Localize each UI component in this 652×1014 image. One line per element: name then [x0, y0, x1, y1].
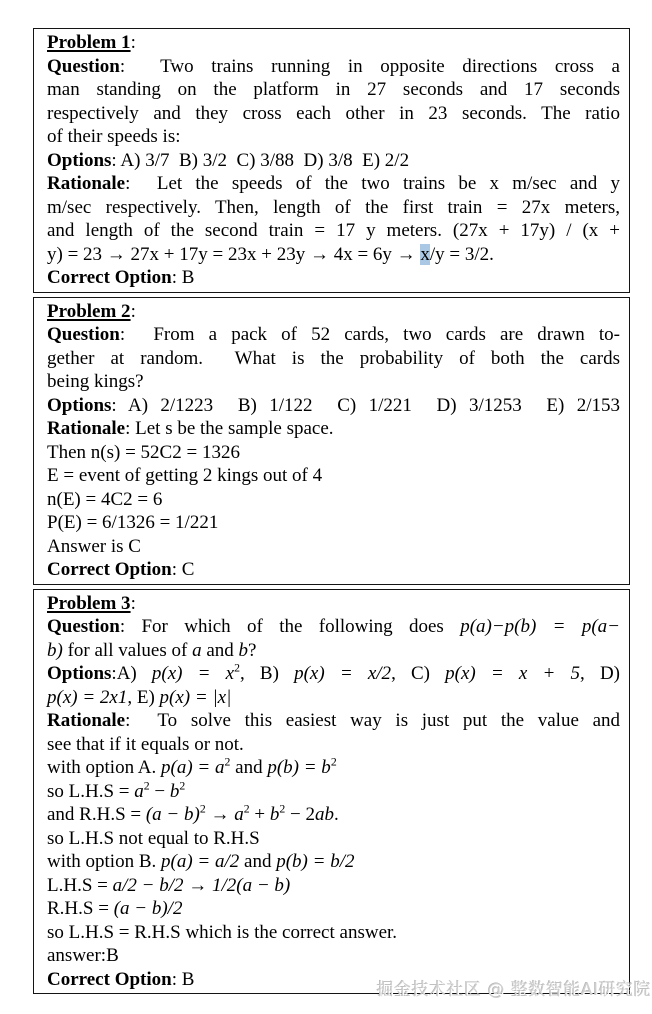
text-line: Question: From a pack of 52 cards, two cards are drawn to-	[47, 324, 620, 345]
text-line: L.H.S = a/2 − b/2 → 1/2(a − b)	[47, 874, 291, 896]
text-line: so L.H.S not equal to R.H.S	[47, 827, 260, 849]
problem-1-box	[33, 28, 630, 293]
text-line: Then n(s) = 52C2 = 1326	[47, 441, 240, 463]
text-line: m/sec respectively. Then, length of the first train = 27x meters,	[47, 196, 620, 218]
text-line: of their speeds is:	[47, 126, 181, 147]
text-line: and $R.H.S = (a - b)^2 \to a^2 + b^2 - 2ab$.	[47, 802, 339, 825]
text-line: with option B. p(a) = a/2 and p(b) = b/2	[47, 851, 355, 872]
text-line: b) for all values of a and b?	[47, 639, 257, 661]
text-line: respectively and they cross each other in 23 seconds. The ratio	[47, 102, 620, 124]
text-line: Answer is C	[47, 535, 141, 557]
watermark: 掘金技术社区 @ 整数智能AI研究院	[376, 980, 651, 1000]
text-line: n(E) = 4C2 = 6	[47, 488, 163, 510]
text-line: Correct Option: B	[47, 968, 195, 990]
text-line: man standing on the platform in 27 seconds and 17 seconds	[47, 79, 620, 100]
problem-3-box	[33, 589, 630, 995]
text-line: being kings?	[47, 371, 144, 392]
problem-2-box	[33, 297, 630, 585]
text-line: Rationale: Let the speeds of the two trains be x m/sec and y	[47, 173, 620, 194]
text-line: Options: A) 3/7 B) 3/2 C) 3/88 D) 3/8 E) 2/2	[47, 149, 410, 171]
text-line: Correct Option: C	[47, 559, 195, 580]
text-line: p(x) = 2x1, E) p(x) = |x|	[47, 686, 232, 708]
text-line: E = event of getting 2 kings out of 4	[47, 465, 323, 486]
text-line: Options:A) $p(x) = x^2$, B) p(x) = x/2, C) p(x) = x + 5, D)	[47, 661, 620, 684]
text-line: with option A. $p(a) = a^2$ and $p(b) = b^2$	[47, 755, 337, 778]
text-line: gether at random. What is the probability of both the cards	[47, 347, 620, 369]
text-line: Problem 3:	[47, 592, 136, 614]
text-line: see that if it equals or not.	[47, 733, 244, 755]
text-line: y) = 23 → 27x + 17y = 23x + 23y → 4x = 6y → x/y = 3/2.	[47, 243, 494, 265]
text-line: answer:B	[47, 945, 119, 966]
text-line: and length of the second train = 17 y meters. (27x + 17y) / (x +	[47, 220, 620, 241]
text-line: Options: A) 2/1223 B) 1/122 C) 1/221 D) 3/1253 E) 2/153	[47, 394, 620, 416]
text-line: Rationale: To solve this easiest way is just put the value and	[47, 710, 620, 731]
highlighted-text: x	[420, 243, 430, 265]
text-line: Rationale: Let s be the sample space.	[47, 418, 334, 439]
text-line: Problem 1:	[47, 32, 136, 53]
text-line: so $L.H.S = a^2 - b^2$	[47, 779, 186, 802]
text-line: so L.H.S = R.H.S which is the correct answer.	[47, 921, 398, 943]
problem-list	[33, 28, 630, 998]
text-line: Question: For which of the following does p(a)−p(b) = p(a−	[47, 616, 620, 637]
text-line: Correct Option: B	[47, 267, 195, 288]
text-line: Question: Two trains running in opposite directions cross a	[47, 55, 620, 77]
text-line: R.H.S = (a − b)/2	[47, 898, 183, 919]
text-line: Problem 2:	[47, 300, 136, 322]
text-line: P(E) = 6/1326 = 1/221	[47, 512, 219, 533]
